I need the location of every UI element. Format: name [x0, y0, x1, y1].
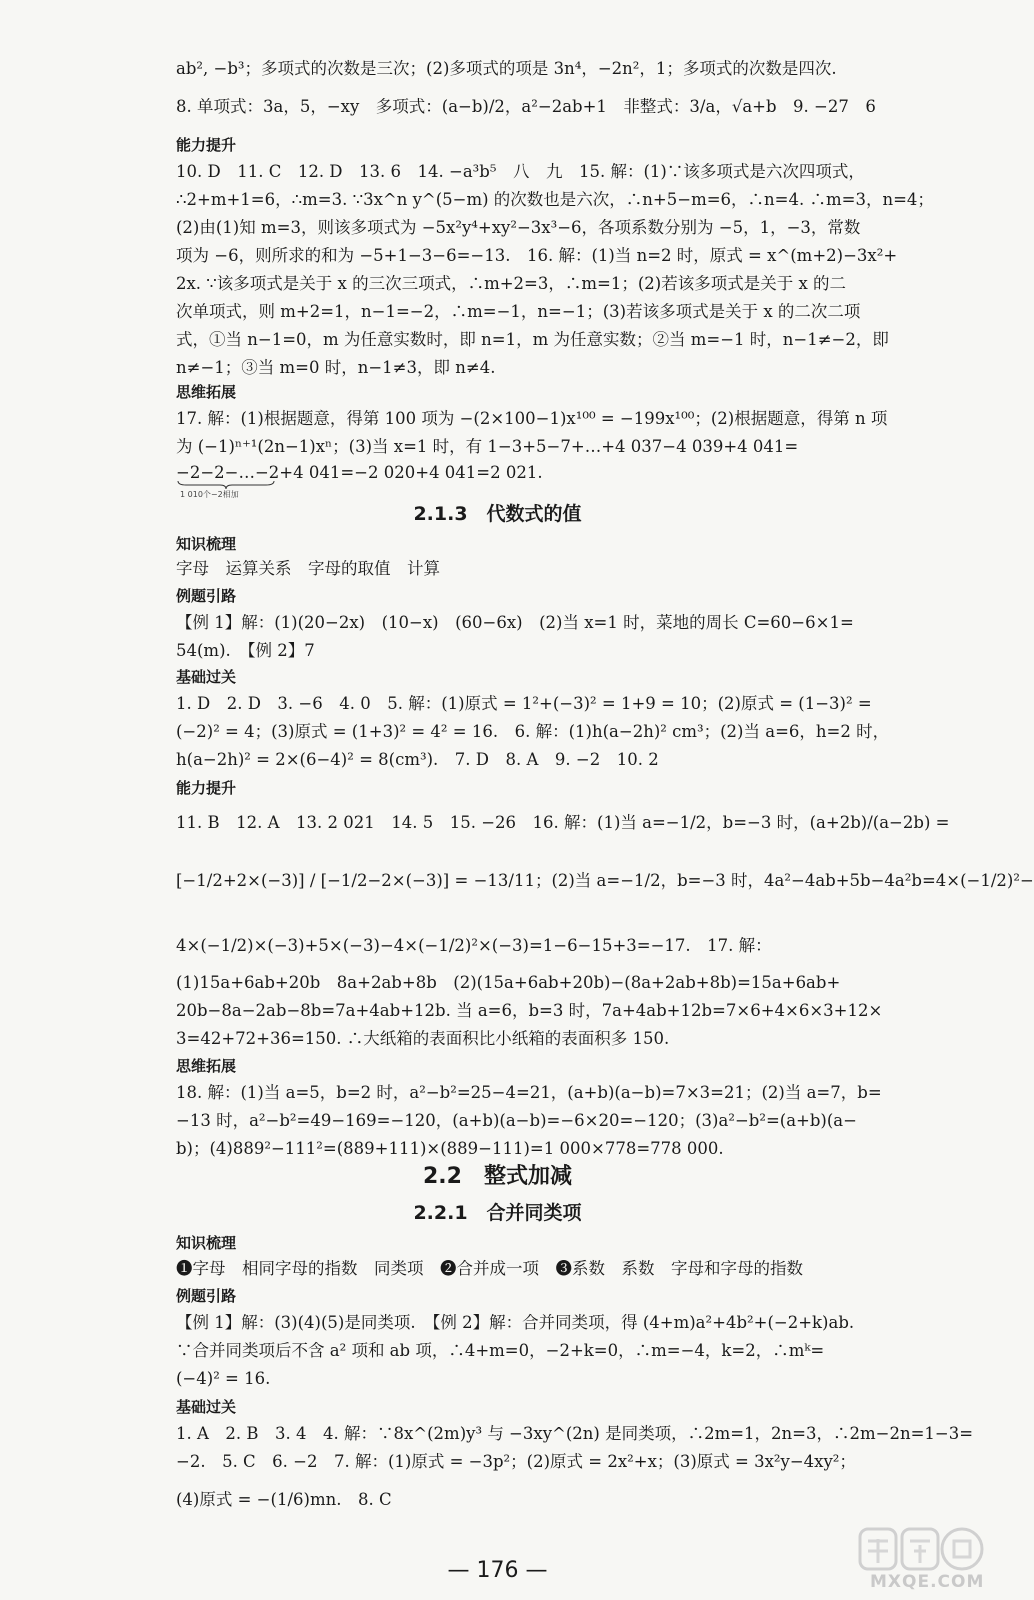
- text-line: 2x. ∵该多项式是关于 x 的三次三项式，∴m+2=3，∴m=1；(2)若该多项式是关于 x 的二: [176, 274, 847, 293]
- text-line: −13 时，a²−b²=49−169=−120，(a+b)(a−b)=−6×20=−120；(3)a²−b²=(a+b)(a−: [176, 1111, 857, 1130]
- text-line: (−2)² = 4；(3)原式 = (1+3)² = 4² = 16. 6. 解：(1)h(a−2h)² cm³；(2)当 a=6，h=2 时，: [176, 722, 890, 741]
- section-title-2-1-3: 2.1.3 代数式的值: [413, 503, 582, 525]
- section-label-examples: 例题引路: [176, 587, 237, 605]
- text-line: ❶字母 相同字母的指数 同类项 ❷合并成一项 ❸系数 系数 字母和字母的指数: [176, 1259, 803, 1278]
- text-line: 17. 解：(1)根据题意，得第 100 项为 −(2×100−1)x¹⁰⁰ = −199x¹⁰⁰；(2)根据题意，得第 n 项: [176, 409, 888, 428]
- section-label-basic: 基础过关: [176, 1398, 237, 1416]
- section-label-knowledge: 知识梳理: [176, 535, 237, 553]
- text-line: 次单项式，则 m+2=1，n−1=−2，∴m=−1，n=−1；(3)若该多项式是关于 x 的二次二项: [176, 302, 861, 321]
- text-line: 项为 −6，则所求的和为 −5+1−3−6=−13. 16. 解：(1)当 n=2 时，原式 = x^(m+2)−3x²+: [176, 246, 898, 265]
- section-label-examples: 例题引路: [176, 1287, 237, 1305]
- text-line: ab², −b³；多项式的次数是三次；(2)多项式的项是 3n⁴，−2n²，1；多项式的次数是四次.: [176, 59, 837, 78]
- text-line: 【例 1】解：(3)(4)(5)是同类项. 【例 2】解：合并同类项，得 (4+m)a²+4b²+(−2+k)ab.: [176, 1313, 855, 1332]
- text-line: −2. 5. C 6. −2 7. 解：(1)原式 = −3p²；(2)原式 = 2x²+x；(3)原式 = 3x²y−4xy²；: [176, 1452, 856, 1471]
- section-label-thinking: 思维拓展: [176, 1057, 237, 1075]
- text-line: 4×(−1/2)×(−3)+5×(−3)−4×(−1/2)²×(−3)=1−6−15+3=−17. 17. 解：: [176, 936, 772, 955]
- text-line: 20b−8a−2ab−8b=7a+4ab+12b. 当 a=6，b=3 时，7a+4ab+12b=7×6+4×6×3+12×: [176, 1001, 883, 1020]
- section-label-ability: 能力提升: [176, 136, 237, 154]
- text-line: 为 (−1)ⁿ⁺¹(2n−1)xⁿ；(3)当 x=1 时，有 1−3+5−7+…+4 037−4 039+4 041=: [176, 437, 799, 456]
- section-label-thinking: 思维拓展: [176, 383, 237, 401]
- text-line: [−1/2+2×(−3)] / [−1/2−2×(−3)] = −13/11；(2)当 a=−1/2，b=−3 时，4a²−4ab+5b−4a²b=4×(−1/2)²−: [176, 871, 1034, 890]
- brace-note: 1 010个−2相加: [180, 490, 239, 499]
- text-line: 18. 解：(1)当 a=5，b=2 时，a²−b²=25−4=21，(a+b)(a−b)=7×3=21；(2)当 a=7，b=: [176, 1083, 882, 1102]
- text-line: ∵合并同类项后不含 a² 项和 ab 项，∴4+m=0，−2+k=0，∴m=−4，k=2，∴mᵏ=: [176, 1341, 825, 1360]
- text-line: 10. D 11. C 12. D 13. 6 14. −a³b⁵ 八 九 15. 解：(1)∵该多项式是六次四项式，: [176, 162, 865, 181]
- text-line: 【例 1】解：(1)(20−2x) (10−x) (60−6x) (2)当 x=1 时，菜地的周长 C=60−6×1=: [176, 613, 854, 632]
- text-line: (2)由(1)知 m=3，则该多项式为 −5x²y⁴+xy²−3x³−6，各项系数分别为 −5，1，−3，常数: [176, 218, 861, 237]
- section-label-knowledge: 知识梳理: [176, 1234, 237, 1252]
- text-line: 字母 运算关系 字母的取值 计算: [176, 559, 440, 578]
- text-line: (4)原式 = −(1/6)mn. 8. C: [176, 1490, 392, 1509]
- watermark-text: MXQE.COM: [870, 1572, 985, 1592]
- section-title-2-2-1: 2.2.1 合并同类项: [413, 1202, 582, 1224]
- section-title-2-2: 2.2 整式加减: [423, 1164, 572, 1189]
- text-line: ∴2+m+1=6，∴m=3. ∵3x^n y^(5−m) 的次数也是六次，∴n+5−m=6，∴n=4. ∴m=3，n=4；: [176, 190, 934, 209]
- text-line: b)；(4)889²−111²=(889+111)×(889−111)=1 000×778=778 000.: [176, 1139, 724, 1158]
- page-number: — 176 —: [447, 1558, 548, 1583]
- text-line: 1. A 2. B 3. 4 4. 解：∵8x^(2m)y³ 与 −3xy^(2n) 是同类项，∴2m=1，2n=3，∴2m−2n=1−3=: [176, 1424, 974, 1443]
- text-line: 11. B 12. A 13. 2 021 14. 5 15. −26 16. 解：(1)当 a=−1/2，b=−3 时，(a+2b)/(a−2b) =: [176, 813, 950, 832]
- text-line: 1. D 2. D 3. −6 4. 0 5. 解：(1)原式 = 1²+(−3)² = 1+9 = 10；(2)原式 = (1−3)² =: [176, 694, 872, 713]
- text-line: 式，①当 n−1=0，m 为任意实数时，即 n=1，m 为任意实数；②当 m=−1 时，n−1≠−2，即: [176, 330, 889, 349]
- text-line: (1)15a+6ab+20b 8a+2ab+8b (2)(15a+6ab+20b)−(8a+2ab+8b)=15a+6ab+: [176, 973, 841, 992]
- text-line: −2−2−…−2+4 041=−2 020+4 041=2 021.: [176, 463, 543, 482]
- section-label-ability: 能力提升: [176, 779, 237, 797]
- text-line: h(a−2h)² = 2×(6−4)² = 8(cm³). 7. D 8. A 9. −2 10. 2: [176, 750, 659, 769]
- section-label-basic: 基础过关: [176, 668, 237, 686]
- text-line: 3=42+72+36=150. ∴大纸箱的表面积比小纸箱的表面积多 150.: [176, 1029, 670, 1048]
- text-line: 8. 单项式：3a，5，−xy 多项式：(a−b)/2，a²−2ab+1 非整式：3/a，√a+b 9. −27 6: [176, 97, 876, 116]
- text-line: 54(m). 【例 2】7: [176, 641, 315, 660]
- text-line: (−4)² = 16.: [176, 1369, 271, 1388]
- text-line: n≠−1；③当 m=0 时，n−1≠3，即 n≠4.: [176, 358, 496, 377]
